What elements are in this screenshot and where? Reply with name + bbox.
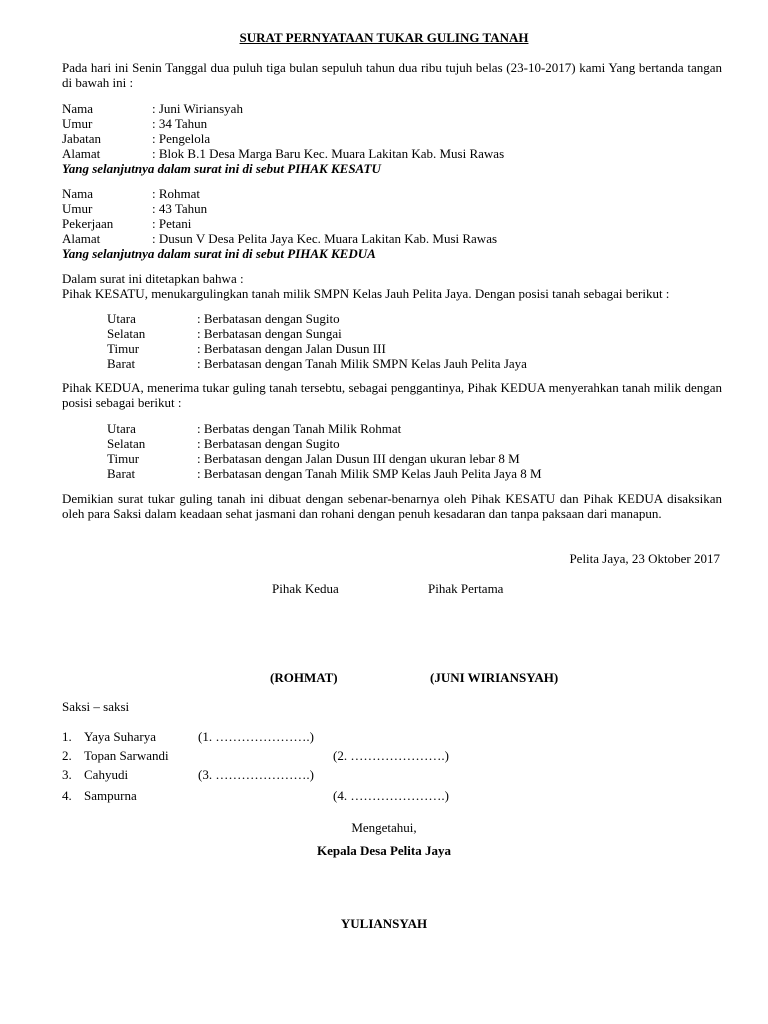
- mengetahui-text: Mengetahui,: [351, 820, 417, 835]
- field-label: Alamat: [62, 231, 101, 246]
- witness-item: [62, 788, 137, 803]
- pihak1-row: [62, 101, 243, 116]
- place-date: Pelita Jaya, 23 Oktober 2017: [569, 551, 720, 566]
- left-signatory-role: Pihak Kedua: [272, 581, 339, 596]
- witness-number: 2.: [62, 748, 72, 763]
- boundary-row: [107, 311, 340, 326]
- field-value: : Dusun V Desa Pelita Jaya Kec. Muara Lakitan Kab. Musi Rawas: [152, 231, 498, 246]
- boundary-label: Utara: [107, 421, 136, 436]
- boundary-label: Selatan: [107, 436, 146, 451]
- field-value: : Pengelola: [152, 131, 211, 146]
- right-signatory-name: (JUNI WIRIANSYAH): [430, 670, 559, 685]
- right-signatory-role: Pihak Pertama: [428, 581, 504, 596]
- boundary-row: [107, 356, 527, 371]
- boundary-row: [107, 326, 342, 341]
- boundary-value: : Berbatasan dengan Sungai: [197, 326, 342, 341]
- intro-paragraph: Pada hari ini Senin Tanggal dua puluh tiga bulan sepuluh tahun dua ribu tujuh belas (23-10-2017) kami Yang bertanda tangan di bawah ini :: [62, 60, 722, 90]
- witness-number: 3.: [62, 767, 72, 782]
- boundary-row: [107, 451, 520, 466]
- boundary-label: Selatan: [107, 326, 146, 341]
- witness-item: [62, 729, 156, 744]
- boundary-value: : Berbatasan dengan Sugito: [197, 311, 340, 326]
- ditetapkan-text: Dalam surat ini ditetapkan bahwa :: [62, 271, 244, 286]
- boundary-row: [107, 466, 542, 481]
- kedua-description: Pihak KEDUA, menerima tukar guling tanah tersebtu, sebagai penggantinya, Pihak KEDUA menyerahkan tanah milik dengan posisi sebagai berikut :: [62, 380, 722, 410]
- boundary-value: : Berbatas dengan Tanah Milik Rohmat: [197, 421, 402, 436]
- boundary-row: [107, 421, 401, 436]
- field-value: : Petani: [152, 216, 192, 231]
- pihak1-row: [62, 116, 207, 131]
- field-label: Nama: [62, 186, 94, 201]
- kepala-desa-title: Kepala Desa Pelita Jaya: [317, 843, 451, 858]
- boundary-label: Barat: [107, 356, 136, 371]
- pihak2-row: [62, 201, 207, 216]
- field-label: Jabatan: [62, 131, 101, 146]
- field-value: : Juni Wiriansyah: [152, 101, 243, 116]
- witness-signature-line: (2. ………………….): [333, 748, 449, 763]
- field-label: Umur: [62, 116, 93, 131]
- witness-signature-line: (1. ………………….): [198, 729, 314, 744]
- field-label: Pekerjaan: [62, 216, 114, 231]
- pihak2-note: Yang selanjutnya dalam surat ini di sebut PIHAK KEDUA: [62, 246, 376, 261]
- pihak2-row: [62, 186, 200, 201]
- witness-number: 4.: [62, 788, 72, 803]
- boundary-value: : Berbatasan dengan Tanah Milik SMPN Kelas Jauh Pelita Jaya: [197, 356, 527, 371]
- document-title: SURAT PERNYATAAN TUKAR GULING TANAH: [239, 30, 529, 45]
- witness-signature-line: (3. ………………….): [198, 767, 314, 782]
- field-label: Umur: [62, 201, 93, 216]
- field-label: Alamat: [62, 146, 101, 161]
- kepala-desa-name: YULIANSYAH: [340, 916, 428, 931]
- boundary-label: Timur: [107, 451, 140, 466]
- field-value: : Rohmat: [152, 186, 201, 201]
- witnesses-heading: Saksi – saksi: [62, 699, 130, 714]
- pihak2-row: [62, 231, 497, 246]
- witness-item: [62, 767, 128, 782]
- boundary-value: : Berbatasan dengan Jalan Dusun III dengan ukuran lebar 8 M: [197, 451, 520, 466]
- witness-name: Cahyudi: [84, 767, 129, 782]
- boundary-value: : Berbatasan dengan Jalan Dusun III: [197, 341, 386, 356]
- left-signatory-name: (ROHMAT): [270, 670, 338, 685]
- boundary-label: Timur: [107, 341, 140, 356]
- boundary-label: Utara: [107, 311, 136, 326]
- witness-name: Yaya Suharya: [84, 729, 156, 744]
- boundary-row: [107, 341, 386, 356]
- kesatu-description: Pihak KESATU, menukargulingkan tanah milik SMPN Kelas Jauh Pelita Jaya. Dengan posisi tanah sebagai berikut :: [62, 286, 670, 301]
- boundary-row: [107, 436, 340, 451]
- boundary-value: : Berbatasan dengan Tanah Milik SMP Kelas Jauh Pelita Jaya 8 M: [197, 466, 542, 481]
- field-value: : Blok B.1 Desa Marga Baru Kec. Muara Lakitan Kab. Musi Rawas: [152, 146, 505, 161]
- field-value: : 34 Tahun: [152, 116, 208, 131]
- field-label: Nama: [62, 101, 94, 116]
- pihak1-note: Yang selanjutnya dalam surat ini di sebut PIHAK KESATU: [62, 161, 381, 176]
- witness-signature-line: (4. ………………….): [333, 788, 449, 803]
- closing-paragraph: Demikian surat tukar guling tanah ini dibuat dengan sebenar-benarnya oleh Pihak KESATU dan Pihak KEDUA disaksikan oleh para Saksi dalam keadaan sehat jasmani dan rohani dengan penuh kesadaran dan tanpa paksaan dari manapun.: [62, 491, 722, 521]
- witness-number: 1.: [62, 729, 72, 744]
- pihak2-row: [62, 216, 191, 231]
- pihak1-row: [62, 131, 210, 146]
- boundary-value: : Berbatasan dengan Sugito: [197, 436, 340, 451]
- field-value: : 43 Tahun: [152, 201, 208, 216]
- boundary-label: Barat: [107, 466, 136, 481]
- witness-name: Topan Sarwandi: [84, 748, 169, 763]
- witness-name: Sampurna: [84, 788, 137, 803]
- pihak1-row: [62, 146, 504, 161]
- witness-item: [62, 748, 169, 763]
